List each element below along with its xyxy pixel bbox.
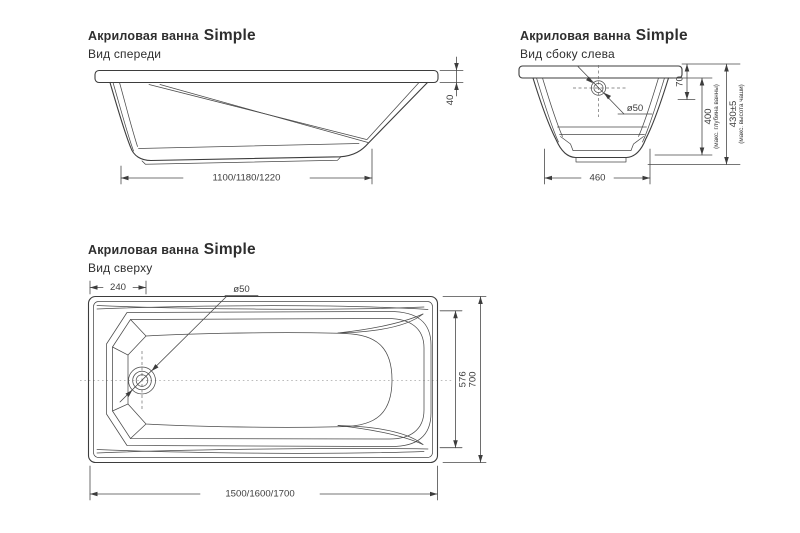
top-view-drawing [60,270,500,520]
dim-label-outer-width: 700 [467,371,479,388]
dim-label-side-drain: ø50 [626,103,644,114]
top-dim-drain-offset [90,281,146,294]
top-outer-rim [89,297,438,463]
front-view-drawing [80,55,480,205]
top-product-name: Simple [203,241,256,258]
top-tub-outline [80,297,452,463]
dim-label-depth: 400 [703,108,714,125]
top-view-subtitle: Вид сверху [88,261,153,275]
side-dim-rim-offset [675,64,741,100]
top-dim-inner-width [440,311,469,448]
side-view-drawing [505,55,760,205]
side-title-text: Акриловая ванна [520,29,631,43]
dim-label-rim-offset: 70 [674,76,686,87]
dim-label-rim-height: 40 [445,94,456,106]
dim-label-top-length: 1500/1600/1700 [225,488,295,500]
front-rim [95,71,438,83]
front-dim-rim-height [440,57,463,105]
top-view-heading [88,240,256,260]
front-view-heading [88,26,256,46]
side-rim [519,66,682,78]
dim-label-drain-offset: 240 [109,282,127,293]
side-tub-outline [519,66,682,162]
front-view-subtitle: Вид спереди [88,47,162,61]
dim-label-bowl-height-note: (макс. высота чаши) [738,84,745,144]
side-product-name: Simple [635,27,688,44]
front-tub-outline [95,71,438,165]
top-dim-length [90,466,438,500]
side-view-subtitle: Вид сбоку слева [520,47,615,61]
side-drain [573,65,652,117]
front-dim-length [121,149,372,184]
side-dim-bowl-height [648,64,745,165]
dim-label-bottom-width: 460 [589,172,606,184]
front-title-text: Акриловая ванна [88,29,199,43]
top-drain [120,284,258,411]
top-title-text: Акриловая ванна [88,243,199,257]
dim-label-bowl-height: 430±5 [728,100,739,128]
dim-label-depth-note: (макс. глубина ванны) [713,84,720,149]
side-view-heading [520,26,688,46]
dim-label-top-drain: ø50 [233,284,250,295]
dim-label-inner-width: 576 [457,371,469,388]
side-dim-bottom-width [545,149,651,184]
dim-label-front-length: 1100/1180/1220 [212,172,281,184]
front-product-name: Simple [203,27,256,44]
